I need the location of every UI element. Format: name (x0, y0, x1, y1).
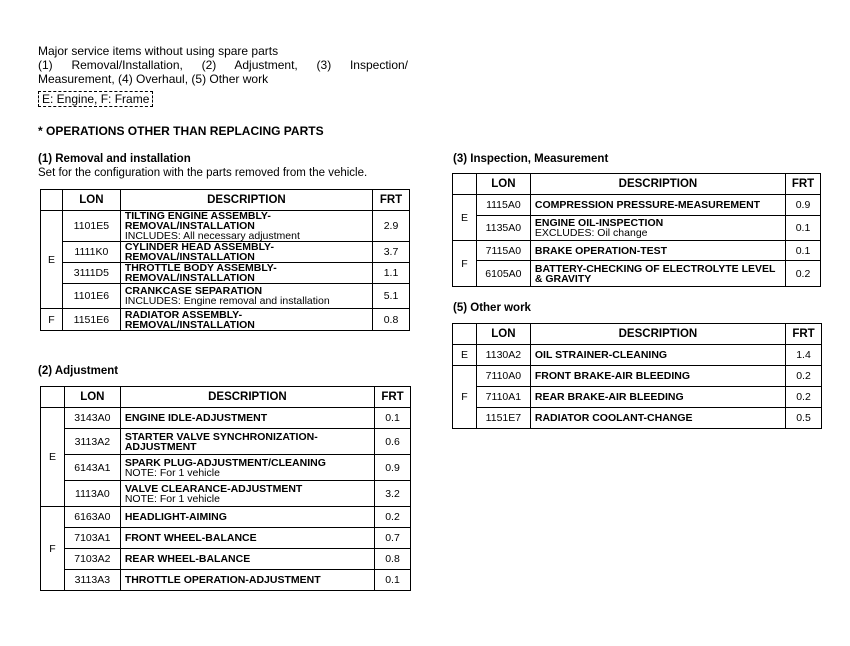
description-header: DESCRIPTION (120, 190, 372, 211)
description-cell (530, 241, 785, 261)
intro-line-1: Major service items without using spare parts (38, 44, 279, 58)
intro-line-3: Measurement, (4) Overhaul, (5) Other work (38, 72, 269, 86)
frt-cell: 3.7 (373, 242, 410, 263)
table-row (453, 216, 821, 241)
description-text: THROTTLE OPERATION-ADJUSTMENT (124, 574, 321, 586)
description-cell (120, 455, 374, 481)
table-row (453, 366, 822, 387)
table-row (453, 345, 822, 366)
description-header: DESCRIPTION (530, 324, 785, 345)
group-header (41, 387, 65, 408)
lon-header: LON (64, 387, 120, 408)
description-text: OIL STRAINER-CLEANING (534, 349, 668, 361)
main-heading: * OPERATIONS OTHER THAN REPLACING PARTS (38, 124, 324, 138)
table-row (41, 429, 411, 455)
frt-cell: 5.1 (373, 284, 410, 309)
description-cell (120, 507, 374, 528)
frt-cell: 0.2 (786, 366, 822, 387)
description-text: REAR WHEEL-BALANCE (124, 553, 251, 565)
description-cell (120, 528, 374, 549)
lon-cell: 3111D5 (62, 263, 120, 284)
lon-cell: 1151E7 (476, 408, 530, 429)
description-header: DESCRIPTION (120, 387, 374, 408)
description-text: HEADLIGHT-AIMING (124, 511, 227, 523)
table-row (41, 309, 410, 331)
lon-cell: 3113A3 (64, 570, 120, 591)
frt-cell: 0.2 (786, 261, 821, 287)
adjustment-title: (2) Adjustment (38, 365, 119, 377)
lon-cell: 6105A0 (476, 261, 530, 287)
description-cell (120, 263, 372, 284)
frt-cell: 0.9 (375, 455, 411, 481)
frt-cell: 1.4 (786, 345, 822, 366)
table-header-row (41, 190, 410, 211)
other-work-title: (5) Other work (453, 302, 531, 314)
frt-header: FRT (786, 174, 821, 195)
description-cell (530, 366, 785, 387)
table-header-row (453, 324, 822, 345)
intro-line-2: (1) Removal/Installation, (2) Adjustment, (3) Inspection/ (38, 58, 408, 72)
frt-cell: 2.9 (373, 211, 410, 242)
lon-cell: 7103A1 (64, 528, 120, 549)
lon-cell: 6163A0 (64, 507, 120, 528)
description-text: COMPRESSION PRESSURE-MEASUREMENT (534, 199, 761, 211)
frt-header: FRT (375, 387, 411, 408)
description-cell (120, 570, 374, 591)
lon-header: LON (62, 190, 120, 211)
description-text: VALVE CLEARANCE-ADJUSTMENT (124, 482, 303, 495)
lon-cell: 1151E6 (62, 309, 120, 331)
description-note: NOTE: For 1 vehicle (124, 492, 220, 505)
description-text: REAR BRAKE-AIR BLEEDING (534, 391, 684, 403)
description-text: BRAKE OPERATION-TEST (534, 244, 668, 257)
description-cell (120, 211, 372, 242)
description-text: RADIATOR ASSEMBLY- REMOVAL/INSTALLATION (124, 308, 255, 331)
lon-cell: 1111K0 (62, 242, 120, 263)
group-header (453, 174, 477, 195)
description-cell (120, 549, 374, 570)
description-text: CYLINDER HEAD ASSEMBLY- REMOVAL/INSTALLATION (124, 241, 274, 263)
table-row (41, 284, 410, 309)
lon-cell: 1115A0 (476, 195, 530, 216)
lon-header: LON (476, 324, 530, 345)
lon-cell: 1101E5 (62, 211, 120, 242)
group-header (453, 324, 477, 345)
description-cell (120, 242, 372, 263)
description-text: SPARK PLUG-ADJUSTMENT/CLEANING (124, 456, 326, 469)
description-text: FRONT WHEEL-BALANCE (124, 532, 257, 544)
table-row (41, 263, 410, 284)
inspection-table (452, 173, 821, 287)
table-row (41, 570, 411, 591)
description-text: BATTERY-CHECKING OF ELECTROLYTE LEVEL & GRAVITY (534, 262, 776, 285)
table-row (453, 261, 821, 287)
legend-box: E: Engine, F: Frame (38, 91, 153, 107)
adjustment-table (40, 386, 411, 591)
description-cell (120, 481, 374, 507)
description-cell (530, 261, 785, 287)
table-row (41, 549, 411, 570)
frt-cell: 0.1 (375, 408, 411, 429)
frt-cell: 0.2 (375, 507, 411, 528)
group-cell: F (41, 507, 65, 591)
frt-cell: 0.1 (786, 241, 821, 261)
frt-cell: 3.2 (375, 481, 411, 507)
frt-cell: 1.1 (373, 263, 410, 284)
lon-cell: 3143A0 (64, 408, 120, 429)
description-note: EXCLUDES: Oil change (534, 227, 648, 239)
frt-cell: 0.5 (786, 408, 822, 429)
intro-text (38, 44, 408, 86)
table-row (41, 507, 411, 528)
table-row (453, 387, 822, 408)
table-row (453, 408, 822, 429)
description-cell (120, 408, 374, 429)
description-cell (530, 387, 785, 408)
description-cell (530, 216, 785, 241)
lon-cell: 1101E6 (62, 284, 120, 309)
inspection-title: (3) Inspection, Measurement (453, 153, 609, 165)
description-note: NOTE: For 1 vehicle (124, 466, 220, 479)
table-row (453, 241, 821, 261)
description-text: STARTER VALVE SYNCHRONIZATION- ADJUSTMENT (124, 430, 318, 453)
frt-cell: 0.8 (373, 309, 410, 331)
table-header-row (453, 174, 821, 195)
lon-header: LON (476, 174, 530, 195)
table-header-row (41, 387, 411, 408)
frt-cell: 0.6 (375, 429, 411, 455)
lon-cell: 7103A2 (64, 549, 120, 570)
lon-cell: 1113A0 (64, 481, 120, 507)
description-cell (530, 195, 785, 216)
group-cell: F (453, 241, 477, 287)
frt-header: FRT (373, 190, 410, 211)
table-row (41, 481, 411, 507)
frt-cell: 0.1 (786, 216, 821, 241)
description-text: THROTTLE BODY ASSEMBLY- REMOVAL/INSTALLATION (124, 262, 277, 284)
description-cell (530, 345, 785, 366)
frt-cell: 0.7 (375, 528, 411, 549)
description-cell (120, 309, 372, 331)
frt-cell: 0.2 (786, 387, 822, 408)
group-cell: E (453, 195, 477, 241)
lon-cell: 7110A1 (476, 387, 530, 408)
lon-cell: 1135A0 (476, 216, 530, 241)
group-cell: F (41, 309, 63, 331)
lon-cell: 3113A2 (64, 429, 120, 455)
description-text: FRONT BRAKE-AIR BLEEDING (534, 370, 691, 382)
description-text: ENGINE OIL-INSPECTION (534, 217, 664, 229)
description-cell (530, 408, 785, 429)
description-cell (120, 284, 372, 309)
description-header: DESCRIPTION (530, 174, 785, 195)
description-note: INCLUDES: Engine removal and installation (124, 295, 330, 307)
lon-cell: 7115A0 (476, 241, 530, 261)
table-row (41, 211, 410, 242)
removal-subtitle: Set for the configuration with the parts removed from the vehicle. (38, 167, 368, 179)
group-cell: E (453, 345, 477, 366)
frt-cell: 0.9 (786, 195, 821, 216)
frt-cell: 0.1 (375, 570, 411, 591)
frt-header: FRT (786, 324, 822, 345)
lon-cell: 1130A2 (476, 345, 530, 366)
other-work-table (452, 323, 822, 429)
table-row (41, 528, 411, 549)
description-text: RADIATOR COOLANT-CHANGE (534, 412, 693, 424)
description-text: CRANKCASE SEPARATION (124, 285, 263, 297)
removal-title: (1) Removal and installation (38, 153, 191, 165)
table-row (453, 195, 821, 216)
description-text: ENGINE IDLE-ADJUSTMENT (124, 412, 268, 424)
lon-cell: 6143A1 (64, 455, 120, 481)
removal-table (40, 189, 410, 331)
table-row (41, 242, 410, 263)
frt-cell: 0.8 (375, 549, 411, 570)
group-header (41, 190, 63, 211)
table-row (41, 455, 411, 481)
group-cell: E (41, 211, 63, 309)
description-note: INCLUDES: All necessary adjustment (124, 230, 300, 242)
group-cell: E (41, 408, 65, 507)
description-cell (120, 429, 374, 455)
group-cell: F (453, 366, 477, 429)
description-text: TILTING ENGINE ASSEMBLY- REMOVAL/INSTALLATION (124, 210, 271, 232)
lon-cell: 7110A0 (476, 366, 530, 387)
table-row (41, 408, 411, 429)
